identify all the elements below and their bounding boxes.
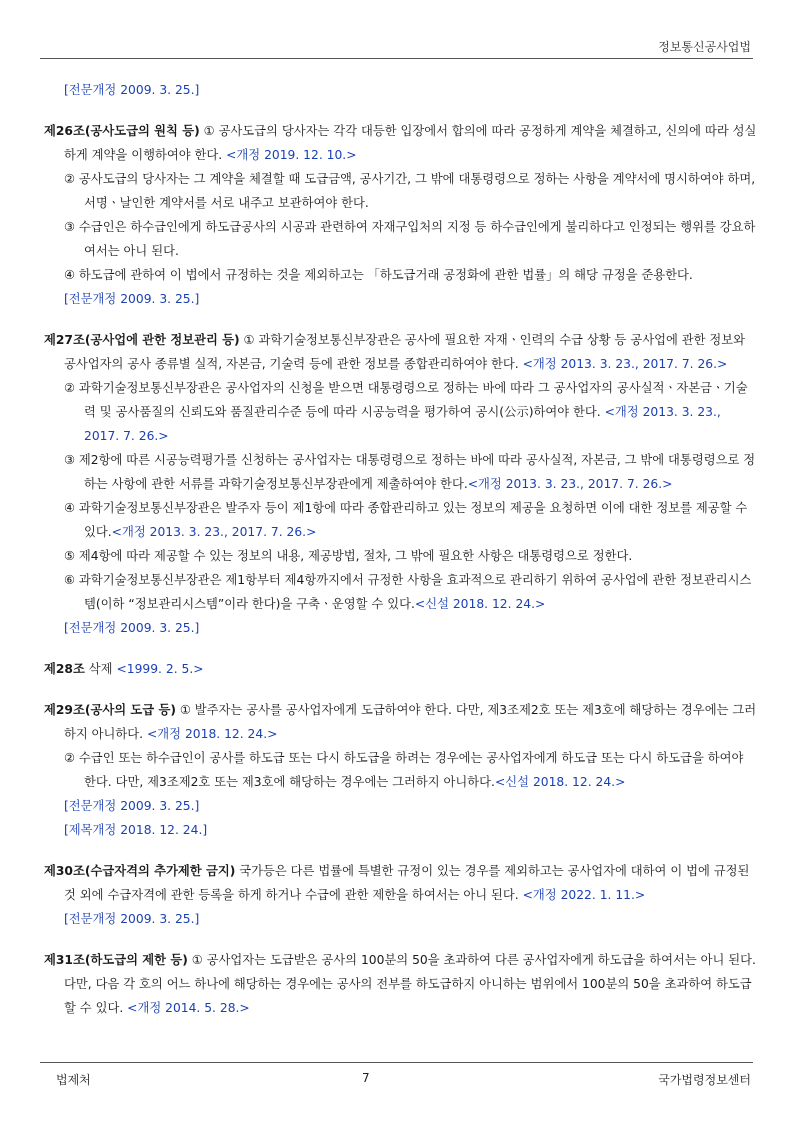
article-title: 제26조(공사도급의 원칙 등): [44, 124, 200, 138]
amendment-ref: <개정 2013. 3. 23., 2017. 7. 26.>: [467, 477, 673, 491]
paragraph-text: ② 수급인 또는 하수급인이 공사를 하도급 또는 다시 하도급을 하려는 경우에는 공사업자에게 하도급 또는 다시 하도급을 하여야 한다. 다만, 제3조제2호 또는 제3호에 해당하는 경우에는 그러하지 아니하다.: [64, 751, 744, 789]
article-text: ① 공사업자는 도급받은 공사의 100분의 50을 초과하여 다른 공사업자에게 하도급을 하여서는 아니 된다. 다만, 다음 각 호의 어느 하나에 해당하는 경우에는 공사의 전부를 하도급하지 아니하는 범위에서 100분의 50을 초과하여 하도급할 수 있다.: [64, 953, 756, 1015]
article-title: 제27조(공사업에 관한 정보관리 등): [44, 333, 240, 347]
article-title: 제28조: [44, 662, 85, 676]
article-first-paragraph: [44, 328, 757, 376]
amendment-ref: <개정 2014. 5. 28.>: [127, 1001, 250, 1015]
article-paragraph: [64, 448, 757, 496]
page-number: 7: [362, 1071, 370, 1085]
paragraph-text: ② 과학기술정보통신부장관은 공사업자의 신청을 받으면 대통령령으로 정하는 바에 따라 그 공사업자의 공사실적ㆍ자본금ㆍ기술력 및 공사품질의 신뢰도와 품질관리수준 등에 따라 시공능력을 평가하여 공시(公示)하여야 한다.: [64, 381, 748, 419]
article-paragraph: [64, 568, 757, 616]
article: [44, 698, 757, 842]
article-text: 국가등은 다른 법률에 특별한 규정이 있는 경우를 제외하고는 공사업자에 대하여 이 법에 규정된 것 외에 수급자격에 관한 등록을 하게 하거나 수급에 관한 제한을 하여서는 아니 된다.: [64, 864, 750, 902]
article-title: 제30조(수급자격의 추가제한 금지): [44, 864, 236, 878]
footer-source: 국가법령정보센터: [658, 1073, 751, 1087]
amendment-ref: <개정 2018. 12. 24.>: [147, 727, 278, 741]
amendment-ref: <개정 2013. 3. 23., 2017. 7. 26.>: [522, 357, 728, 371]
article-paragraph: [64, 167, 757, 215]
article-first-paragraph: [44, 948, 757, 1020]
paragraph-text: ④ 하도급에 관하여 이 법에서 규정하는 것을 제외하고는 「하도급거래 공정화에 관한 법률」의 해당 규정을 준용한다.: [64, 268, 693, 282]
amendment-ref: <개정 2013. 3. 23., 2017. 7. 26.>: [111, 525, 317, 539]
revision-note: [전문개정 2009. 3. 25.]: [64, 912, 200, 926]
article: [44, 948, 757, 1020]
paragraph-text: ⑥ 과학기술정보통신부장관은 제1항부터 제4항까지에서 규정한 사항을 효과적으로 관리하기 위하여 공사업에 관한 정보관리시스템(이하 “정보관리시스템”이라 한다)을 구축ㆍ운영할 수 있다.: [64, 573, 752, 611]
footer-publisher: 법제처: [56, 1073, 91, 1087]
revision-note: [전문개정 2009. 3. 25.]: [64, 292, 200, 306]
article-first-paragraph: [44, 859, 757, 907]
article-paragraph: [64, 544, 757, 568]
page-header: [40, 30, 753, 59]
page-footer: [40, 1062, 753, 1103]
article-title: 제31조(하도급의 제한 등): [44, 953, 188, 967]
article: [44, 657, 757, 681]
article-paragraph: [64, 746, 757, 794]
article-text: ① 과학기술정보통신부장관은 공사에 필요한 자재ㆍ인력의 수급 상황 등 공사업에 관한 정보와 공사업자의 공사 종류별 실적, 자본금, 기술력 등에 관한 정보를 종합관리하여야 한다.: [64, 333, 746, 371]
amendment-ref: <개정 2019. 12. 10.>: [226, 148, 357, 162]
article-first-paragraph: [44, 119, 757, 167]
paragraph-text: ⑤ 제4항에 따라 제공할 수 있는 정보의 내용, 제공방법, 절차, 그 밖에 필요한 사항은 대통령령으로 정한다.: [64, 549, 633, 563]
article-text: 삭제: [84, 662, 117, 676]
amendment-ref: <개정 2022. 1. 11.>: [522, 888, 646, 902]
paragraph-text: ④ 과학기술정보통신부장관은 발주자 등이 제1항에 따라 종합관리하고 있는 정보의 제공을 요청하면 이에 대한 정보를 제공할 수 있다.: [64, 501, 748, 539]
article-paragraph: [64, 263, 757, 287]
paragraph-text: ③ 제2항에 따른 시공능력평가를 신청하는 공사업자는 대통령령으로 정하는 바에 따라 공사실적, 자본금, 그 밖에 대통령령으로 정하는 사항에 관한 서류를 과학기술정보통신부장관에게 제출하여야 한다.: [64, 453, 756, 491]
paragraph-text: ③ 수급인은 하수급인에게 하도급공사의 시공과 관련하여 자재구입처의 지정 등 하수급인에게 불리하다고 인정되는 행위를 강요하여서는 아니 된다.: [64, 220, 756, 258]
amendment-ref: <신설 2018. 12. 24.>: [414, 597, 546, 611]
article-first-paragraph: [44, 657, 757, 681]
article-first-paragraph: [44, 698, 757, 746]
amendment-ref: <신설 2018. 12. 24.>: [494, 775, 626, 789]
revision-note: [제목개정 2018. 12. 24.]: [64, 823, 208, 837]
article-text: ① 발주자는 공사를 공사업자에게 도급하여야 한다. 다만, 제3조제2호 또는 제3호에 해당하는 경우에는 그러하지 아니하다.: [64, 703, 757, 741]
revision-note: [전문개정 2009. 3. 25.]: [64, 799, 200, 813]
revision-note: [전문개정 2009. 3. 25.]: [64, 83, 200, 97]
article-title: 제29조(공사의 도급 등): [44, 703, 176, 717]
article-list: [44, 119, 757, 1020]
article: [44, 119, 757, 311]
law-content: [44, 78, 757, 1037]
carryover-note: [44, 78, 757, 102]
article-paragraph: [64, 376, 757, 448]
revision-note: [전문개정 2009. 3. 25.]: [64, 621, 200, 635]
article: [44, 859, 757, 931]
article-text: ① 공사도급의 당사자는 각각 대등한 입장에서 합의에 따라 공정하게 계약을 체결하고, 신의에 따라 성실하게 계약을 이행하여야 한다.: [64, 124, 757, 162]
article-paragraph: [64, 496, 757, 544]
amendment-ref: <개정 2013. 3. 23., 2017. 7. 26.>: [84, 405, 721, 443]
amendment-ref: <1999. 2. 5.>: [116, 662, 204, 676]
law-title: 정보통신공사업법: [658, 40, 751, 54]
paragraph-text: ② 공사도급의 당사자는 그 계약을 체결할 때 도급금액, 공사기간, 그 밖에 대통령령으로 정하는 사항을 계약서에 명시하여야 하며, 서명ㆍ날인한 계약서를 서로 내주고 보관하여야 한다.: [64, 172, 756, 210]
article: [44, 328, 757, 640]
article-paragraph: [64, 215, 757, 263]
